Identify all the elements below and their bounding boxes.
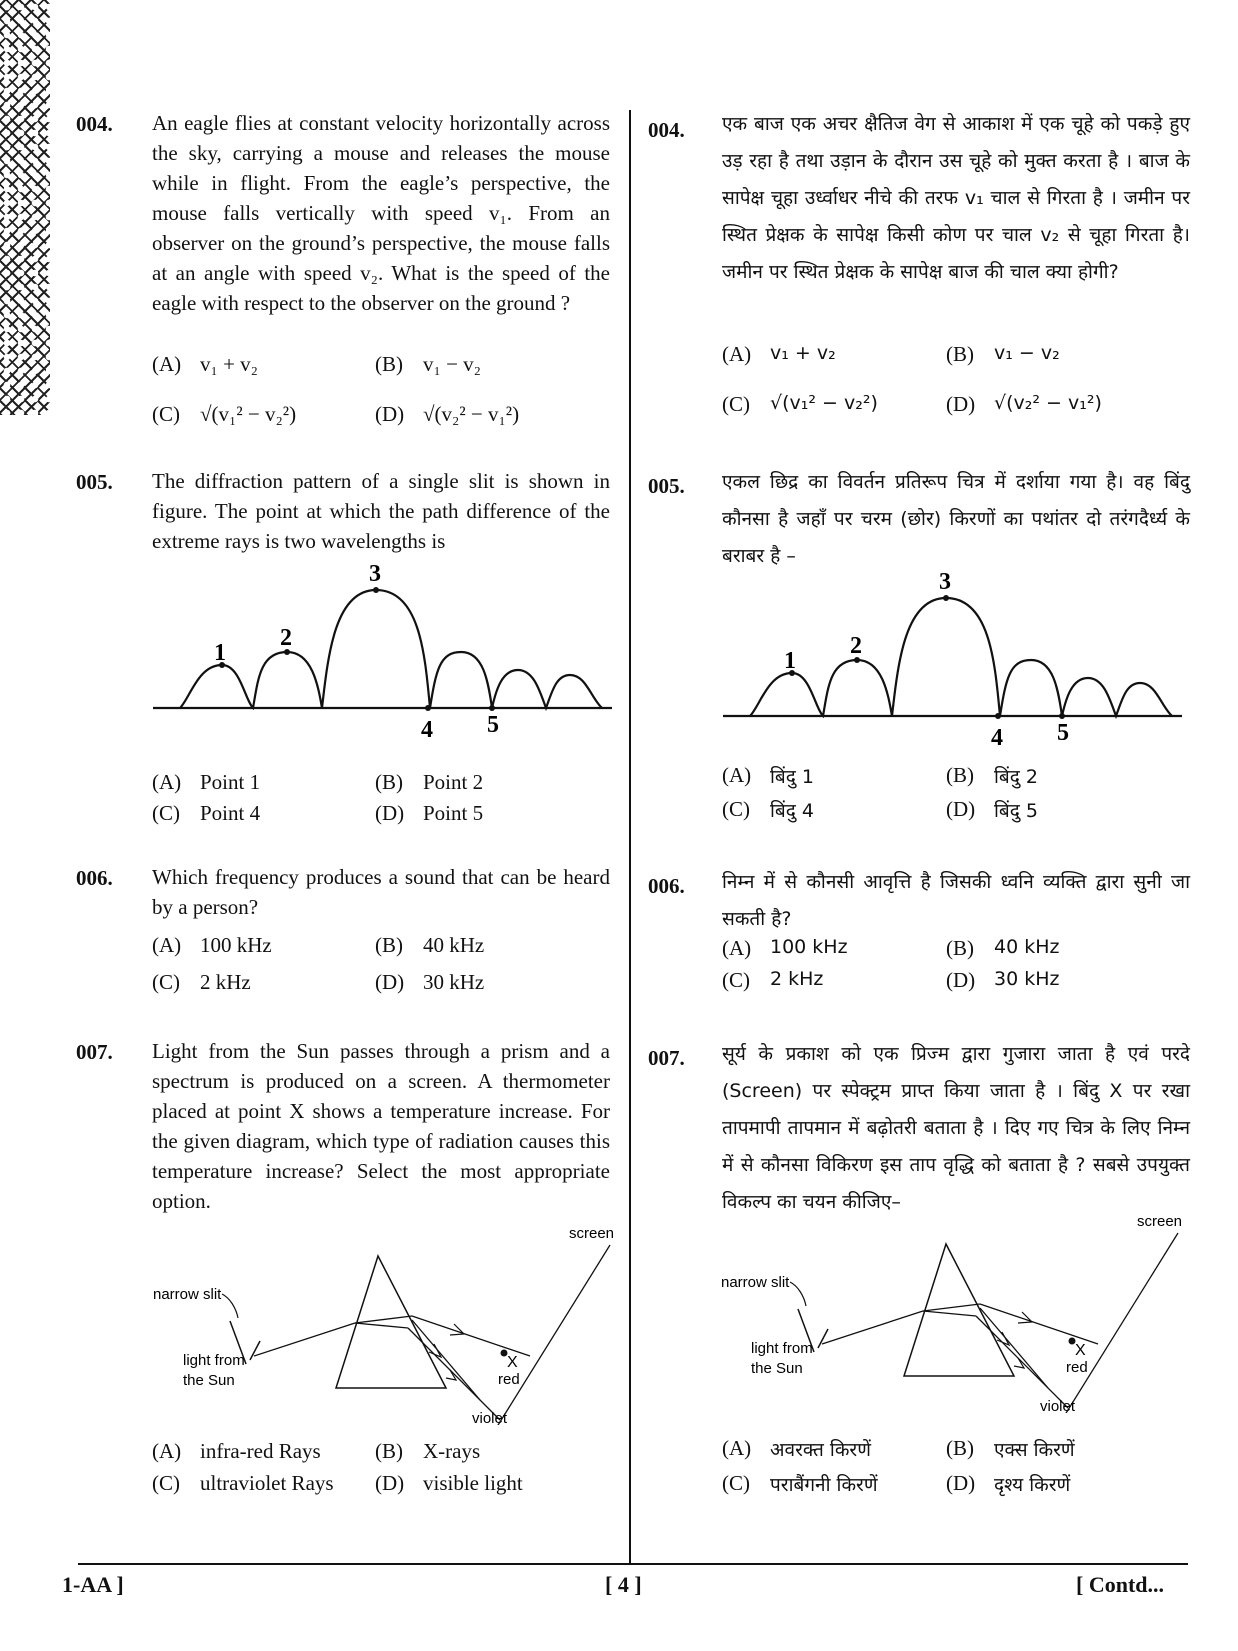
option-label: (A) (722, 342, 752, 366)
option-label: (B) (946, 1436, 974, 1460)
question-number: 004. (648, 118, 685, 142)
question-number: 005. (648, 474, 685, 498)
option-label: (D) (946, 797, 976, 821)
prism-spectrum-figure (150, 1220, 620, 1425)
option-label: (C) (152, 1471, 180, 1495)
option-b[interactable] (946, 1436, 1075, 1462)
option-text: बिंदु 5 (994, 800, 1038, 822)
point-3-dot (373, 587, 379, 593)
option-label: (C) (152, 970, 180, 994)
slit-lower (818, 1329, 828, 1348)
option-d[interactable] (946, 392, 1102, 417)
point-5-label: 5 (1057, 720, 1069, 746)
option-text: बिंदु 1 (770, 766, 814, 788)
option-label: (B) (946, 936, 974, 960)
question-number: 004. (76, 112, 113, 136)
point-5-dot (489, 705, 495, 711)
option-label: (C) (722, 797, 750, 821)
option-c[interactable] (722, 968, 823, 993)
question-text: एकल छिद्र का विवर्तन प्रतिरूप चित्र में दर्शाया गया है। वह बिंदु कौनसा है जहाँ पर चरम (छोर) किरणों का पथांतर दो तरंगदैर्ध्य के बराबर है – (722, 471, 1190, 567)
option-label: (A) (152, 770, 182, 794)
option-label: (B) (946, 342, 974, 366)
question-text: एक बाज एक अचर क्षैतिज वेग से आकाश में एक चूहे को पकड़े हुए उड़ रहा है तथा उड़ान के दौरान उस चूहे को मुक्त करता है । बाज के सापेक्ष चूहा उर्ध्वाधर नीचे की तरफ v₁ चाल से गिरता है । जमीन पर स्थित प्रेक्षक के सापेक्ष किसी कोण पर चाल v₂ से चूहा गिरता है। जमीन पर स्थित प्रेक्षक के सापेक्ष बाज की चाल क्या होगी? (722, 113, 1190, 283)
option-label: (B) (375, 352, 403, 376)
slit-pointer (790, 1282, 806, 1306)
option-label: (A) (152, 352, 182, 376)
option-text: Point 1 (200, 770, 261, 794)
option-text: दृश्य किरणें (994, 1474, 1071, 1496)
incident-ray (822, 1311, 923, 1344)
option-d[interactable] (375, 1471, 523, 1496)
x-label: X (1075, 1342, 1086, 1359)
option-c[interactable] (152, 402, 296, 427)
option-a[interactable] (722, 936, 848, 961)
incident-ray (254, 1323, 355, 1356)
option-b[interactable] (375, 352, 481, 377)
question-number: 007. (76, 1040, 113, 1064)
footer-code: 1-AA ] (62, 1572, 124, 1597)
column-divider (629, 110, 631, 1563)
option-text: √(v₁² − v₂²) (770, 392, 878, 414)
option-d[interactable] (946, 1471, 1070, 1497)
option-text: Point 2 (423, 770, 484, 794)
point-5-label: 5 (487, 712, 499, 738)
slit-lower (250, 1341, 260, 1360)
question-number: 007. (648, 1046, 685, 1070)
page-number: [ 4 ] (605, 1572, 642, 1597)
option-text: 30 kHz (994, 968, 1060, 990)
option-label: (C) (722, 1471, 750, 1495)
point-3-dot (943, 595, 949, 601)
screen-label: screen (569, 1225, 615, 1242)
the-sun-label: the Sun (751, 1360, 803, 1377)
option-d[interactable] (375, 801, 483, 826)
option-d[interactable] (946, 968, 1059, 993)
point-2-label: 2 (280, 625, 292, 651)
option-label: (D) (375, 801, 405, 825)
slit-pointer (222, 1294, 238, 1318)
option-c[interactable] (722, 797, 814, 823)
option-c[interactable] (722, 1471, 878, 1497)
option-label: (B) (375, 770, 403, 794)
option-label: (A) (722, 1436, 752, 1460)
point-1-label: 1 (214, 640, 226, 666)
option-d[interactable] (375, 970, 484, 995)
point-4-dot (425, 705, 431, 711)
violet-label: violet (472, 1410, 508, 1425)
the-sun-label: the Sun (183, 1372, 235, 1389)
point-1-label: 1 (784, 648, 796, 674)
option-text: 2 kHz (200, 970, 251, 994)
question-text: The diffraction pattern of a single slit is shown in figure. The point at which the path difference of the extreme rays is two wavelengths is (152, 469, 610, 553)
screen-line (1063, 1233, 1178, 1413)
point-3-label: 3 (369, 561, 381, 587)
red-label: red (1066, 1359, 1088, 1376)
option-text: infra-red Rays (200, 1439, 321, 1463)
option-label: (A) (722, 936, 752, 960)
option-label: (C) (152, 402, 180, 426)
option-text: Point 5 (423, 801, 484, 825)
prism-spectrum-figure (718, 1208, 1188, 1413)
decorative-border-pattern (0, 0, 50, 415)
option-label: (B) (946, 763, 974, 787)
option-text: Point 4 (200, 801, 261, 825)
option-a[interactable] (722, 342, 836, 367)
option-c[interactable] (722, 392, 878, 417)
violet-label: violet (1040, 1398, 1076, 1413)
option-label: (A) (152, 1439, 182, 1463)
option-b[interactable] (946, 763, 1038, 789)
option-a[interactable] (722, 1436, 871, 1462)
diffraction-pattern-figure (720, 568, 1185, 748)
option-c[interactable] (152, 1471, 334, 1496)
option-text: बिंदु 2 (994, 766, 1038, 788)
option-d[interactable] (375, 402, 519, 427)
red-label: red (498, 1371, 520, 1388)
option-label: (C) (722, 968, 750, 992)
x-label: X (507, 1354, 518, 1371)
option-a[interactable] (722, 763, 814, 789)
option-text: ultraviolet Rays (200, 1471, 334, 1495)
option-text: 100 kHz (770, 936, 848, 958)
option-c[interactable] (152, 801, 260, 826)
option-b[interactable] (375, 770, 483, 795)
option-a[interactable] (152, 1439, 321, 1464)
question-text: सूर्य के प्रकाश को एक प्रिज्म द्वारा गुजारा जाता है एवं परदे (Screen) पर स्पेक्ट्रम प्राप्त किया जाता है । बिंदु X पर रखा तापमापी तापमान में बढ़ोतरी बताता है । दिए गए चित्र के लिए निम्न में से कौनसा विकिरण इस ताप वृद्धि को बताता है ? सबसे उपयुक्त विकल्प का चयन कीजिए– (722, 1043, 1190, 1213)
option-b[interactable] (946, 342, 1060, 367)
point-4-label: 4 (421, 717, 433, 740)
option-label: (D) (375, 1471, 405, 1495)
option-label: (D) (946, 1471, 976, 1495)
point-4-dot (995, 713, 1001, 719)
question-text: निम्न में से कौनसी आवृत्ति है जिसकी ध्वनि व्यक्ति द्वारा सुनी जा सकती है? (722, 871, 1190, 930)
option-label: (A) (152, 933, 182, 957)
narrow-slit-label: narrow slit (721, 1274, 790, 1291)
option-text: 40 kHz (423, 933, 485, 957)
question-number: 006. (76, 866, 113, 890)
option-text: v₁ + v₂ (770, 342, 836, 364)
footer-rule (78, 1563, 1188, 1565)
option-text: 2 kHz (770, 968, 824, 990)
option-text: v₁ − v₂ (423, 352, 481, 376)
option-label: (C) (152, 801, 180, 825)
narrow-slit-label: narrow slit (153, 1286, 222, 1303)
option-text: √(v₁² − v₂²) (200, 402, 297, 426)
option-label: (D) (946, 968, 976, 992)
option-label: (D) (946, 392, 976, 416)
option-b[interactable] (946, 936, 1059, 961)
refracted-ray-top (355, 1316, 412, 1323)
option-b[interactable] (375, 933, 484, 958)
option-text: 30 kHz (423, 970, 485, 994)
option-text: पराबैंगनी किरणें (770, 1474, 878, 1496)
option-d[interactable] (946, 797, 1038, 823)
option-text: v₁ − v₂ (994, 342, 1060, 364)
option-text: 100 kHz (200, 933, 272, 957)
option-label: (A) (722, 763, 752, 787)
option-c[interactable] (152, 970, 251, 995)
intensity-curve (180, 590, 602, 708)
option-label: (D) (375, 402, 405, 426)
question-number: 006. (648, 874, 685, 898)
option-text: एक्स किरणें (994, 1439, 1075, 1461)
point-2-label: 2 (850, 633, 862, 659)
option-text: 40 kHz (994, 936, 1060, 958)
refracted-ray-bottom (923, 1311, 976, 1316)
option-a[interactable] (152, 770, 260, 795)
option-text: v₁ + v₂ (200, 352, 258, 376)
light-from-label: light from (751, 1340, 813, 1357)
option-text: √(v₂² − v₁²) (994, 392, 1102, 414)
point-3-label: 3 (939, 569, 951, 595)
option-label: (B) (375, 1439, 403, 1463)
option-label: (B) (375, 933, 403, 957)
option-text: अवरक्त किरणें (770, 1439, 871, 1461)
point-5-dot (1059, 713, 1065, 719)
question-text: Which frequency produces a sound that can be heard by a person? (152, 865, 610, 919)
option-text: बिंदु 4 (770, 800, 814, 822)
intensity-curve (750, 598, 1172, 716)
question-number: 005. (76, 470, 113, 494)
screen-line (495, 1245, 610, 1425)
question-text: Light from the Sun passes through a prism and a spectrum is produced on a screen. A thermometer placed at point X shows a temperature increase. For the given diagram, which type of radiation causes this temperature increase? Select the most appropriate option. (152, 1039, 610, 1213)
option-text: visible light (423, 1471, 523, 1495)
option-a[interactable] (152, 933, 272, 958)
diffraction-pattern-figure (150, 560, 615, 740)
option-label: (D) (375, 970, 405, 994)
refracted-ray-bottom (355, 1323, 408, 1328)
option-text: √(v₂² − v₁²) (423, 402, 520, 426)
option-a[interactable] (152, 352, 258, 377)
continued-label: [ Contd... (1076, 1572, 1165, 1597)
point-4-label: 4 (991, 725, 1003, 748)
light-from-label: light from (183, 1352, 245, 1369)
screen-label: screen (1137, 1213, 1183, 1230)
option-b[interactable] (375, 1439, 480, 1464)
option-label: (C) (722, 392, 750, 416)
option-text: X-rays (423, 1439, 481, 1463)
question-text: An eagle flies at constant velocity horizontally across the sky, carrying a mouse and releases the mouse while in flight. From the eagle’s perspective, the mouse falls vertically with speed v₁. From an observer on the ground’s perspective, the mouse falls at an angle with speed v₂. What is the speed of the eagle with respect to the observer on the ground ? (152, 111, 610, 315)
refracted-ray-top (923, 1304, 980, 1311)
